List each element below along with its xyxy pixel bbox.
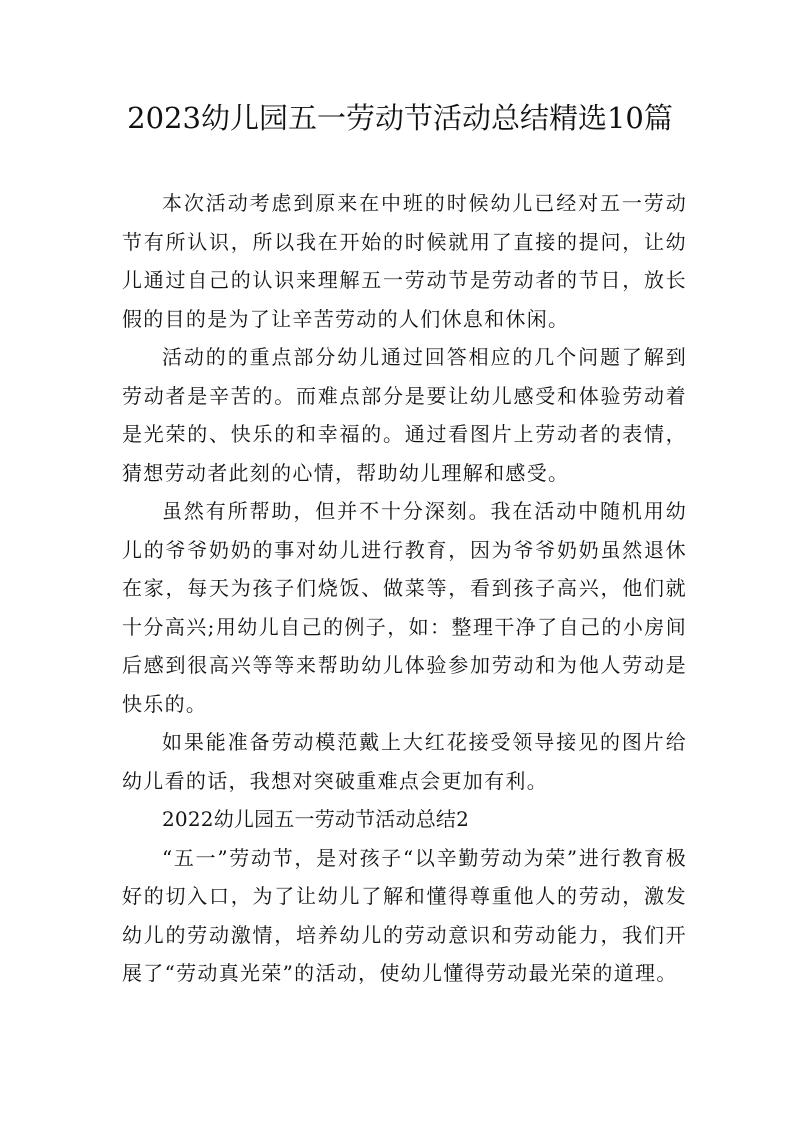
section-subheading: 2022幼儿园五一劳动节活动总结2 — [162, 807, 470, 831]
paragraph: 如果能准备劳动模范戴上大红花接受领导接见的图片给幼儿看的话，我想对突破重难点会更加有利。 — [122, 730, 687, 793]
paragraph: “五一”劳动节，是对孩子“以辛勤劳动为荣”进行教育极好的切入口，为了让幼儿了解和懂得尊重他人的劳动，激发幼儿的劳动激情，培养幼儿的劳动意识和劳动能力，我们开展了“劳动真光荣”的活动，使幼儿懂得劳动最光荣的道理。 — [122, 845, 687, 985]
document-title: 2023幼儿园五一劳动节活动总结精选10篇 — [127, 101, 673, 135]
paragraph: 活动的的重点部分幼儿通过回答相应的几个问题了解到劳动者是辛苦的。而难点部分是要让幼儿感受和体验劳动着是光荣的、快乐的和幸福的。通过看图片上劳动者的表情，猜想劳动者此刻的心情，帮助幼儿理解和感受。 — [122, 345, 687, 485]
paragraph: 虽然有所帮助，但并不十分深刻。我在活动中随机用幼儿的爷爷奶奶的事对幼儿进行教育，因为爷爷奶奶虽然退休在家，每天为孩子们烧饭、做菜等，看到孩子高兴，他们就十分高兴;用幼儿自己的例子，如：整理干净了自己的小房间后感到很高兴等等来帮助幼儿体验参加劳动和为他人劳动是快乐的。 — [122, 499, 687, 716]
paragraph: 本次活动考虑到原来在中班的时候幼儿已经对五一劳动节有所认识，所以我在开始的时候就用了直接的提问，让幼儿通过自己的认识来理解五一劳动节是劳动者的节日，放长假的目的是为了让辛苦劳动的人们休息和休闲。 — [122, 191, 687, 331]
document-body — [122, 184, 687, 993]
